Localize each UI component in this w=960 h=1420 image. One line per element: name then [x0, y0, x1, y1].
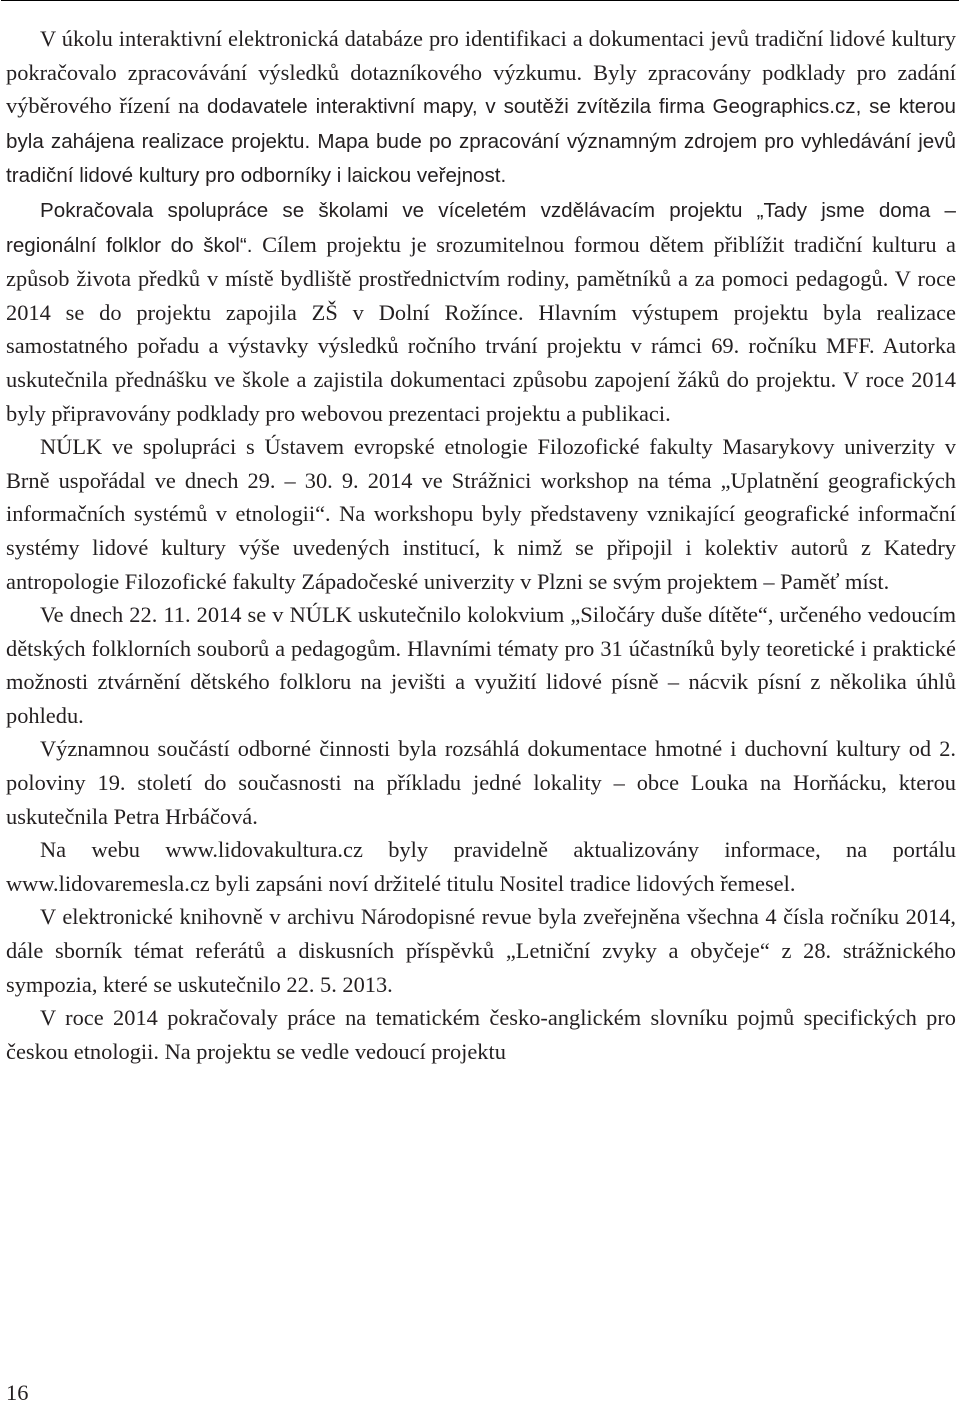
paragraph-text: Cílem projektu je srozumitelnou formou dětem přiblížit tradiční kulturu a způsob života předků v místě bydliště prostřednictvím rodiny, pamětníků a za pomoci pedagogů. V roce 2014 se do projektu zapojila ZŠ v Dolní Rožínce. Hlavním výstupem projektu byla realizace samostatného pořadu a výstavky výsledků ročního trvání projektu v rámci 69. ročníku MFF. Autorka uskutečnila přednášku ve škole a zajistila dokumentaci způsobu zapojení žáků do projektu. V roce 2014 byly připravovány podklady pro webovou prezentaci projektu a publikaci.: [6, 231, 956, 426]
top-rule: [1, 0, 959, 1]
paragraph-text: Pokračovala spolupráce se školami ve víceletém vzdělávacím projektu „Tady jsme doma – regionální folklor do škol“.: [6, 198, 956, 257]
page-number: 16: [6, 1380, 29, 1405]
paragraph-text: V elektronické knihovně v archivu Národopisné revue byla zveřejněna všechna 4 čísla ročníku 2014, dále sborník témat referátů a diskusních příspěvků „Letniční zvyky a obyčeje“ z 28. strážnického sympozia, které se uskutečnilo 22. 5. 2013.: [6, 904, 956, 997]
paragraph-interactive-database: [6, 22, 956, 193]
paragraph-school-project: [6, 193, 956, 430]
paragraph-text: Na webu www.lidovakultura.cz byly pravidelně aktualizovány informace, na portálu www.lidovaremesla.cz byli zapsáni noví držitelé titulu Nositel tradice lidových řemesel.: [6, 837, 956, 896]
document-body: [6, 22, 956, 1068]
paragraph-colloquium: [6, 598, 956, 732]
paragraph-text: NÚLK ve spolupráci s Ústavem evropské etnologie Filozofické fakulty Masarykovy univerzity v Brně uspořádal ve dnech 29. – 30. 9. 2014 ve Strážnici workshop na téma „Uplatnění geografických informačních systémů v etnologii“. Na workshopu byly představeny vznikající geografické informační systémy lidové kultury výše uvedených institucí, k nimž se připojil i kolektiv autorů z Katedry antropologie Filozofické fakulty Západočeské univerzity v Plzni se svým projektem – Paměť míst.: [6, 434, 956, 594]
paragraph-gis-workshop: [6, 430, 956, 598]
paragraph-text: Ve dnech 22. 11. 2014 se v NÚLK uskutečnilo kolokvium „Siločáry duše dítěte“, určeného vedoucím dětských folklorních souborů a pedagogům. Hlavními tématy pro 31 účastníků byly teoretické i praktické možnosti ztvárnění dětského folkloru na jevišti a využití lidové písně – nácvik písní z několika úhlů pohledu.: [6, 602, 956, 728]
paragraph-text: dodavatele interaktivní mapy, v soutěži zvítězila firma Geographics.cz, se kterou byla zahájena realizace projektu. Mapa bude po zpracování významným zdrojem pro vyhledávání jevů tradiční lidové kultury pro odborníky i laickou veřejnost.: [6, 95, 956, 188]
paragraph-documentation: [6, 732, 956, 833]
paragraph-dictionary: [6, 1001, 956, 1068]
paragraph-text: V úkolu interaktivní elektronická databáze pro identifikaci a dokumentaci jevů tradiční lidové kultury pokračovalo zpracovávání výsledků dotazníkového výzkumu. Byly zpracovány podklady pro zadání výběrového řízení na: [6, 26, 956, 119]
paragraph-electronic-library: [6, 900, 956, 1001]
paragraph-text: V roce 2014 pokračovaly práce na tematickém česko-anglickém slovníku pojmů specifických pro českou etnologii. Na projektu se vedle vedoucí projektu: [6, 1005, 956, 1064]
paragraph-websites: [6, 833, 956, 900]
paragraph-text: Významnou součástí odborné činnosti byla rozsáhlá dokumentace hmotné i duchovní kultury od 2. poloviny 19. století do současnosti na příkladu jedné lokality – obce Louka na Horňácku, kterou uskutečnila Petra Hrbáčová.: [6, 736, 956, 829]
